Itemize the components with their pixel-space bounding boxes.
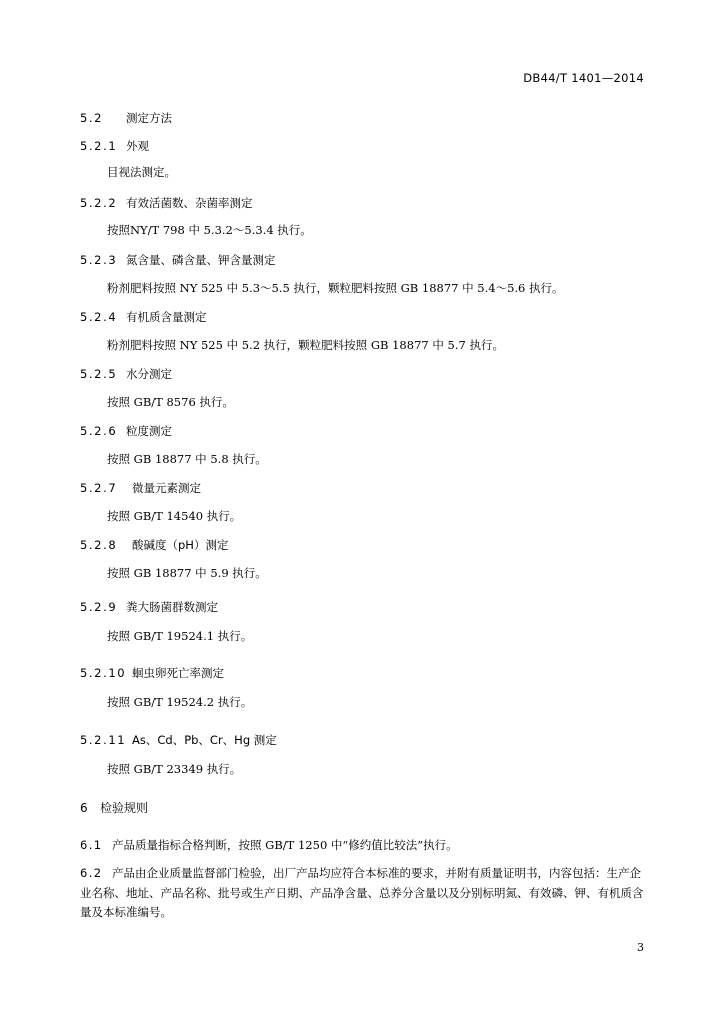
section-number: 5.2.7 [80, 481, 118, 495]
section-title: 外观 [126, 139, 149, 153]
section-title: 测定方法 [126, 111, 172, 125]
section-heading [80, 366, 172, 382]
paragraph: 按照 GB/T 23349 执行。 [107, 762, 242, 776]
section-number: 5.2.6 [80, 424, 118, 438]
paragraph: 按照 GB/T 14540 执行。 [107, 509, 242, 523]
clause-number: 6.2 [80, 866, 103, 880]
section-number: 5.2.10 [80, 666, 127, 680]
section-number: 5.2 [80, 111, 104, 125]
section-number: 5.2.1 [80, 139, 118, 153]
clause-text: 产品质量指标合格判断，按照 GB/T 1250 中“修约值比较法”执行。 [112, 838, 458, 852]
section-title: 粒度测定 [126, 424, 172, 438]
section-number: 5.2.3 [80, 253, 118, 267]
page-number: 3 [637, 941, 644, 954]
paragraph: 按照 GB 18877 中 5.9 执行。 [107, 566, 267, 580]
paragraph: 粉剂肥料按照 NY 525 中 5.2 执行，颗粒肥料按照 GB 18877 中 5.7 执行。 [107, 338, 504, 352]
section-number: 5.2.5 [80, 367, 118, 381]
section-heading [80, 195, 253, 211]
chapter-number: 6 [80, 801, 88, 815]
paragraph: 按照 GB 18877 中 5.8 执行。 [107, 452, 267, 466]
clause [80, 864, 646, 923]
section-number: 5.2.2 [80, 196, 118, 210]
section-heading [80, 480, 201, 496]
section-number: 5.2.4 [80, 310, 118, 324]
section-title: 有效活菌数、杂菌率测定 [126, 196, 253, 210]
section-title: 水分测定 [126, 367, 172, 381]
section-heading [80, 665, 224, 681]
section-number: 5.2.9 [80, 600, 118, 614]
paragraph: 按照NY/T 798 中 5.3.2～5.3.4 执行。 [107, 223, 312, 237]
section-heading [80, 110, 172, 126]
clause-number: 6.1 [80, 838, 103, 852]
section-heading [80, 732, 277, 748]
section-heading [80, 309, 207, 325]
chapter-heading [80, 800, 148, 816]
section-heading [80, 537, 228, 553]
section-title: 酸碱度（pH）测定 [132, 538, 229, 552]
clause [80, 837, 458, 853]
section-title: 有机质含量测定 [126, 310, 207, 324]
paragraph: 粉剂肥料按照 NY 525 中 5.3～5.5 执行，颗粒肥料按照 GB 18877 中 5.4～5.6 执行。 [107, 281, 564, 295]
paragraph: 目视法测定。 [107, 165, 176, 179]
chapter-title: 检验规则 [100, 801, 149, 815]
section-title: 微量元素测定 [132, 481, 201, 495]
section-heading [80, 423, 172, 439]
paragraph: 按照 GB/T 19524.1 执行。 [107, 629, 253, 643]
document-code-header: DB44/T 1401—2014 [523, 71, 644, 85]
paragraph: 按照 GB/T 8576 执行。 [107, 395, 234, 409]
section-number: 5.2.8 [80, 538, 118, 552]
section-title: 粪大肠菌群数测定 [126, 600, 218, 614]
clause-text: 产品由企业质量监督部门检验，出厂产品均应符合本标准的要求，并附有质量证明书，内容包括：生产企业名称、地址、产品名称、批号或生产日期、产品净含量、总养分含量以及分别标明氮、有效磷、钾、有机质含量及本标准编号。 [80, 866, 644, 919]
section-heading [80, 138, 149, 154]
section-heading [80, 252, 276, 268]
paragraph: 按照 GB/T 19524.2 执行。 [107, 695, 253, 709]
section-title: 蛔虫卵死亡率测定 [132, 666, 224, 680]
section-number: 5.2.11 [80, 733, 127, 747]
section-title: 氮含量、磷含量、钾含量测定 [126, 253, 276, 267]
section-heading [80, 599, 218, 615]
section-title: As、Cd、Pb、Cr、Hg 测定 [132, 733, 277, 747]
